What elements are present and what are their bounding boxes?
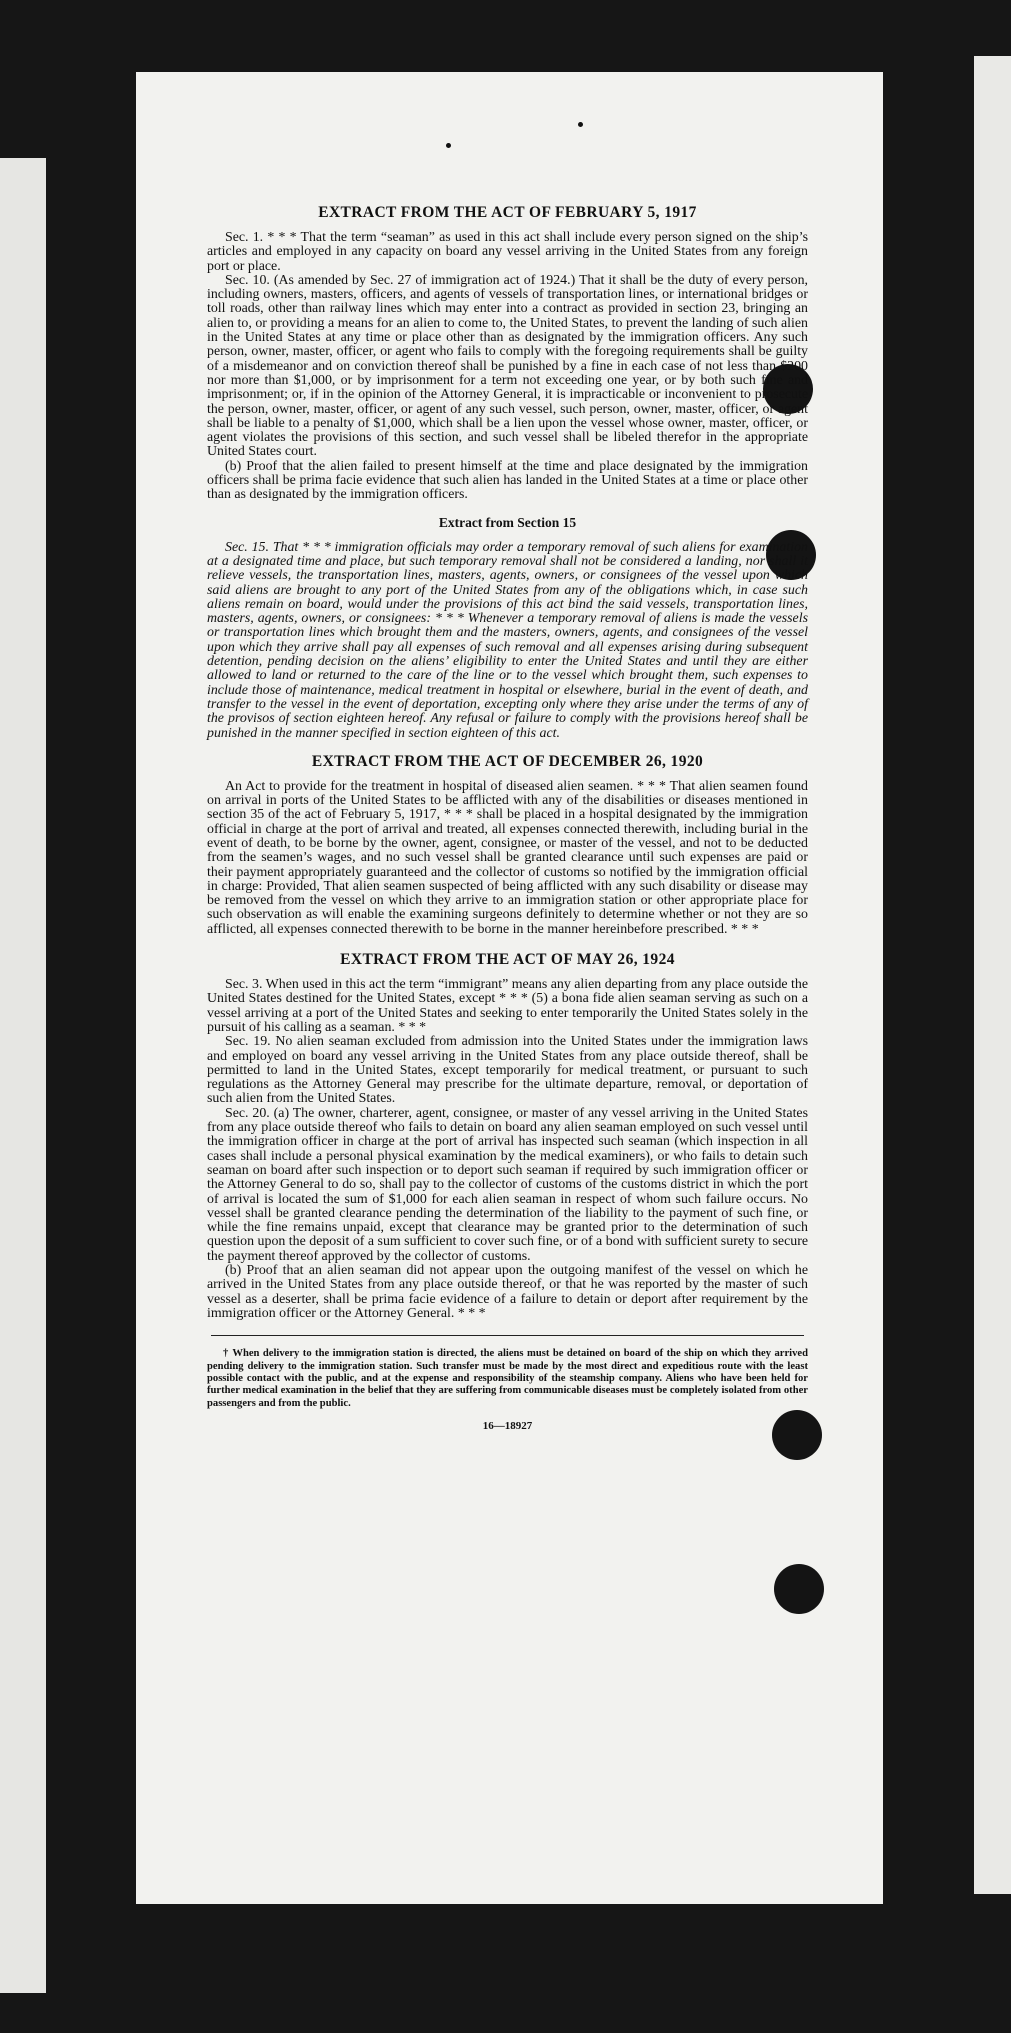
section-heading-1917: EXTRACT FROM THE ACT OF FEBRUARY 5, 1917 bbox=[318, 204, 697, 221]
document-body bbox=[207, 204, 808, 1432]
document-page bbox=[136, 72, 883, 1904]
section-heading-1920: EXTRACT FROM THE ACT OF DECEMBER 26, 1920 bbox=[311, 752, 704, 770]
adjacent-page-left bbox=[0, 158, 46, 1993]
form-number: 16—18927 bbox=[482, 1420, 533, 1433]
footnote: † When delivery to the immigration station is directed, the aliens must be detained on board of the ship on which they arrived pending delivery to the immigration station. Such transfer must be made by the most direct and expeditious route with the least possible contact with the public, and at the expense and responsibility of the steamship company. Aliens who have been held for further medical examination in the belief that they are suffering from communicable diseases must be completely isolated from other passengers and from the public. bbox=[207, 1348, 808, 1409]
section-10b-paragraph: (b) Proof that the alien failed to present himself at the time and place designated by the immigration officers shall be prima facie evidence that such alien has landed in the United States at a time or place other than as designated by the immigration officers. bbox=[207, 458, 808, 503]
section-20b-paragraph: (b) Proof that an alien seaman did not appear upon the outgoing manifest of the vessel on which he arrived in the United States from any place outside thereof, or that he was reported by the master of such vessel as a deserter, shall be prima facie evidence of a failure to detain or deport after requirement by the immigration officer or the Attorney General. * * * bbox=[207, 1263, 808, 1321]
section-20a-paragraph: Sec. 20. (a) The owner, charterer, agent, consignee, or master of any vessel arriving in the United States from any place outside thereof who fails to detain on board any alien seaman employed on such vessel until the immigration officer in charge at the port of arrival has inspected such seaman (which inspection in all cases shall include a personal physical examination by the medical examiners), or who fails to detain such seaman on board after such inspection or to deport such seaman if required by such immigration officer or the Attorney General to do so, shall pay to the collector of customs of the customs district in which the port of arrival is located the sum of $1,000 for each alien seaman in respect of whom such failure occurs. No vessel shall be granted clearance pending the determination of the liability to the payment of such fine, or while the fine remains unpaid, except that clearance may be granted prior to the determination of such question upon the deposit of a sum sufficient to cover such fine, or of a bond with sufficient surety to secure the payment thereof approved by the collector of customs. bbox=[207, 1105, 808, 1264]
act-1920-paragraph: An Act to provide for the treatment in hospital of diseased alien seamen. * * * That alien seamen found on arrival in ports of the United States to be afflicted with any of the disabilities or diseases mentioned in section 35 of the act of February 5, 1917, * * * shall be placed in a hospital designated by the immigration official in charge at the port of arrival and treated, all expenses connected therewith, including burial in the event of death, to be borne by the owner, agent, consignee, or master of the vessel, and not to be deducted from the seamen’s wages, and no such vessel shall be granted clearance until such expenses are paid or their payment appropriately guaranteed and the collector of customs so notified by the immigration official in charge: Provided, That alien seamen suspected of being afflicted with any such disability or disease may be removed from the vessel on which they arrive to an immigration station or other appropriate place for such observation as will enable the examining surgeons definitely to determine whether or not they are so afflicted, all expenses connected therewith to be borne in the manner hereinbefore prescribed. * * * bbox=[207, 778, 808, 937]
binder-hole bbox=[774, 1564, 824, 1614]
section-10-paragraph: Sec. 10. (As amended by Sec. 27 of immigration act of 1924.) That it shall be the duty of every person, including owners, masters, officers, and agents of vessels of transportation lines, or international bridges or toll roads, other than railway lines which may enter into a contract as provided in section 23, bringing an alien to, or providing a means for an alien to come to, the United States, to prevent the landing of such alien in the United States at any time or place other than as designated by the immigration officers. Any such person, owner, master, officer, or agent who fails to comply with the foregoing requirements shall be guilty of a misdemeanor and on conviction thereof shall be punished by a fine in each case of not less than $200 nor more than $1,000, or by imprisonment for a term not exceeding one year, or by both such fine and imprisonment; or, if in the opinion of the Attorney General, it is impracticable or inconvenient to prosecute the person, owner, master, officer, or agent of any such vessel, such person, owner, master, officer, or agent shall be liable to a penalty of $1,000, which shall be a lien upon the vessel whose owner, master, officer, or agent violates the provisions of this section, and such vessel shall be libeled therefor in the appropriate United States court. bbox=[207, 272, 808, 460]
section-heading-1924: EXTRACT FROM THE ACT OF MAY 26, 1924 bbox=[340, 951, 675, 969]
adjacent-page-right bbox=[974, 56, 1011, 1894]
punch-dot-left bbox=[446, 143, 451, 148]
section-3-paragraph: Sec. 3. When used in this act the term “immigrant” means any alien departing from any place outside the United States destined for the United States, except * * * (5) a bona fide alien seaman serving as such on a vessel arriving at a port of the United States and seeking to enter temporarily the United States solely in the pursuit of his calling as a seaman. * * * bbox=[207, 977, 808, 1035]
punch-dot-right bbox=[578, 122, 583, 127]
section-heading-section-15: Extract from Section 15 bbox=[438, 514, 577, 530]
footnote-divider bbox=[211, 1335, 804, 1336]
section-1-paragraph: Sec. 1. * * * That the term “seaman” as used in this act shall include every person signed on the ship’s articles and employed in any capacity on board any vessel arriving in the United States from any foreign port or place. bbox=[207, 230, 808, 274]
section-15-paragraph: Sec. 15. That * * * immigration officials may order a temporary removal of such aliens for examination at a designated time and place, but such temporary removal shall not be considered a landing, nor shall it relieve vessels, the transportation lines, masters, agents, owners, or consignees of the vessel upon which said aliens are brought to any port of the United States from any of the obligations which, in case such aliens remain on board, would under the provisions of this act bind the said vessels, transportation lines, masters, agents, owners, or consignees: * * * Whenever a temporary removal of aliens is made the vessels or transportation lines which brought them and the masters, owners, agents, and consignees of the vessel upon which they arrive shall pay all expenses of such removal and all expenses arising during subsequent detention, pending decision on the aliens’ eligibility to enter the United States and until they are either allowed to land or returned to the care of the line or to the vessel which brought them, such expenses to include those of maintenance, medical treatment in hospital or elsewhere, burial in the event of death, and transfer to the vessel in the event of deportation, excepting only where they arise under the terms of any of the provisos of section eighteen hereof. Any refusal or failure to comply with the provisions hereof shall be punished in the manner specified in section eighteen of this act. bbox=[207, 539, 808, 741]
section-19-paragraph: Sec. 19. No alien seaman excluded from admission into the United States under the immigration laws and employed on board any vessel arriving in the United States from any place outside thereof, shall be permitted to land in the United States, except temporarily for medical treatment, or pursuant to such regulations as the Attorney General may prescribe for the ultimate departure, removal, or deportation of such alien from the United States. bbox=[207, 1034, 808, 1107]
